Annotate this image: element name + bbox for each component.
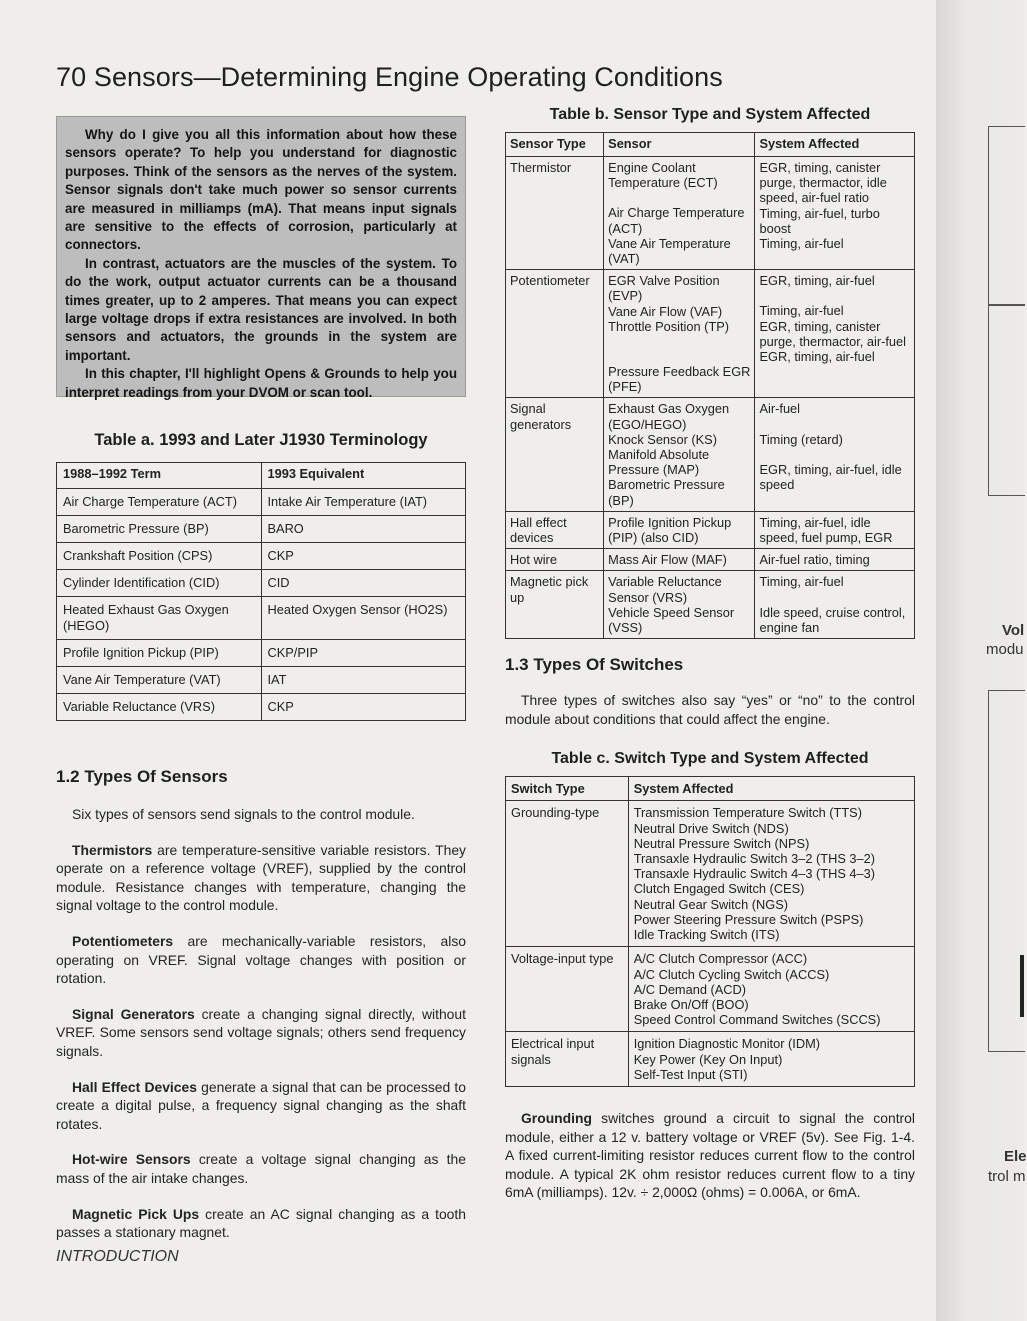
section-body (505, 691, 915, 728)
cell: Barometric Pressure (BP) (57, 516, 262, 543)
system-affected: EGR, timing, canister purge, thermactor, idle speed, air-fuel ratio (759, 160, 887, 206)
cell: Heated Exhaust Gas Oxygen (HEGO) (57, 597, 262, 640)
term: Grounding (521, 1109, 592, 1126)
sensor-name: EGR Valve Position (EVP) (608, 273, 720, 304)
spacer (759, 590, 910, 605)
section-types-of-switches (505, 655, 915, 728)
right-column (505, 106, 915, 1202)
page-title: 70 Sensors—Determining Engine Operating Conditions (56, 62, 723, 93)
system-cell: Air-fuel ratio, timing (755, 549, 915, 571)
system-cell (755, 157, 915, 270)
table-row (57, 543, 466, 570)
definition: create a voltage signal changing as the mass of the air intake changes. (56, 1151, 466, 1186)
note-paragraph: Why do I give you all this information about how these sensors operate? To help you understand for diagnostic purposes. Think of the sensors as the nerves of the system. Sensor signals don't take much power so sensor currents are measured in milliamps (mA). That means input signals are sensitive to the effects of corrosion, particularly at connectors. (65, 127, 457, 253)
table-c-caption: Table c. Switch Type and System Affected (551, 750, 869, 768)
intro-paragraph: Three types of switches also say “yes” or “no” to the control module about conditions that could affect the engine. (505, 692, 915, 727)
sensor-name: Vehicle Speed Sensor (VSS) (608, 604, 735, 636)
system-cell (755, 398, 915, 511)
system-affected: EGR, timing, canister purge, thermactor, air-fuel (759, 318, 907, 349)
table-row (506, 947, 915, 1032)
grounding-paragraph (505, 1109, 915, 1202)
terminology-table (56, 462, 466, 721)
sensor-type-cell: Hot wire (506, 549, 604, 571)
sensor-name: Exhaust Gas Oxygen (EGO/HEGO) (608, 401, 730, 432)
sensor-cell (604, 157, 755, 270)
cell: IAT (261, 667, 466, 694)
cell: CKP (261, 694, 466, 721)
column-header: Sensor Type (506, 133, 604, 157)
table-row (57, 597, 466, 640)
switch-name: Neutral Gear Switch (NGS) (633, 896, 788, 912)
table-row (57, 694, 466, 721)
section-heading: 1.2 Types Of Sensors (56, 767, 228, 786)
section-heading: 1.3 Types Of Switches (505, 655, 684, 675)
sensor-name: Engine Coolant Temperature (ECT) (608, 160, 718, 191)
sensor-name: Air Charge Temperature (ACT) (608, 205, 745, 236)
switch-name: Self-Test Input (STI) (633, 1066, 748, 1082)
system-affected: EGR, timing, air-fuel (759, 349, 875, 365)
table-row (506, 1032, 915, 1087)
cell: CKP/PIP (261, 640, 466, 667)
spacer (608, 190, 750, 205)
system-affected: Timing, air-fuel (759, 303, 844, 319)
term: Hot-wire Sensors (72, 1151, 191, 1168)
system-cell (628, 947, 914, 1032)
sensor-name: Vane Air Temperature (VAT) (608, 235, 731, 267)
cell: CKP (261, 543, 466, 570)
facing-page-edge (936, 0, 1027, 1321)
system-cell (628, 801, 914, 947)
switch-name: A/C Clutch Compressor (ACC) (633, 951, 808, 967)
system-cell (755, 270, 915, 398)
system-affected: Timing, air-fuel (759, 574, 844, 590)
cell: Cylinder Identification (CID) (57, 570, 262, 597)
note-text: to help you interpret readings from your DVOM or scan tool. (65, 366, 457, 400)
table-row (506, 571, 915, 639)
table-row (57, 570, 466, 597)
cell: Crankshaft Position (CPS) (57, 543, 262, 570)
table-row (506, 549, 915, 571)
switch-name: Idle Tracking Switch (ITS) (633, 927, 780, 943)
table-b-caption: Table b. Sensor Type and System Affected (549, 106, 871, 123)
table-header-row (506, 777, 915, 801)
sensor-name: Barometric Pressure (BP) (608, 477, 725, 508)
switch-type-cell: Grounding-type (506, 801, 629, 947)
switch-name: Power Steering Pressure Switch (PSPS) (633, 911, 864, 927)
definition: generate a signal that can be processed to create a digital pulse, a frequency signal changing as the shaft rotates. (56, 1078, 466, 1132)
table-b (505, 106, 915, 639)
cell: CID (261, 570, 466, 597)
system-affected: EGR, timing, air-fuel, idle speed (759, 461, 902, 493)
definition: switches ground a circuit to signal the control module, either a 12 v. battery voltage or VREF (5v). See Fig. 1-4. A fixed current-limiting resistor reduces current flow to the control module. A typical 2K ohm resistor reduces current flow to a tiny 6mA (milliamps). 12v. ÷ 2,000Ω (ohms) = 0.006A, or 6mA. (505, 1109, 915, 1201)
facing-figure-frame (988, 304, 1025, 496)
system-affected: Timing (retard) (759, 431, 843, 447)
system-affected: Timing, air-fuel (759, 236, 844, 252)
table-row (506, 398, 915, 511)
table-c (505, 750, 915, 1086)
cell: Vane Air Temperature (VAT) (57, 667, 262, 694)
cell: Variable Reluctance (VRS) (57, 694, 262, 721)
column-header: Sensor (604, 133, 755, 157)
sensor-type-cell: Magnetic pick up (506, 571, 604, 639)
table-row (506, 511, 915, 548)
column-header: System Affected (755, 133, 915, 157)
section-body (56, 805, 466, 1242)
switch-name: Speed Control Command Switches (SCCS) (633, 1012, 881, 1028)
system-cell (628, 1032, 914, 1087)
table-row (57, 516, 466, 543)
sensor-cell: Profile Ignition Pickup (PIP) (also CID) (604, 511, 755, 548)
switch-name: Key Power (Key On Input) (633, 1051, 783, 1067)
table-row (57, 640, 466, 667)
intro-paragraph: Six types of sensors send signals to the control module. (72, 806, 415, 822)
left-column (56, 116, 466, 1266)
author-note-box (56, 116, 466, 400)
switch-type-cell: Electrical input signals (506, 1032, 629, 1087)
sensor-type-cell: Potentiometer (506, 270, 604, 398)
section-types-of-sensors (56, 767, 466, 1266)
sensor-name: Pressure Feedback EGR (PFE) (608, 364, 751, 395)
table-row (506, 801, 915, 947)
system-affected: Timing, air-fuel, turbo boost (759, 205, 880, 236)
switch-name: Transaxle Hydraulic Switch 3–2 (THS 3–2) (633, 851, 876, 867)
running-footer: INTRODUCTION (56, 1247, 179, 1265)
opens-grounds-emphasis: Opens & Grounds (264, 366, 381, 382)
table-row (506, 157, 915, 270)
facing-figure-frame (988, 126, 1025, 306)
facing-heading-fragment: Ele (1004, 1148, 1027, 1165)
table-row (57, 667, 466, 694)
switch-name: Transmission Temperature Switch (TTS) (633, 805, 862, 821)
term: Thermistors (72, 841, 153, 858)
switch-name: A/C Clutch Cycling Switch (ACCS) (633, 966, 830, 982)
cell: BARO (261, 516, 466, 543)
sensor-type-table (505, 132, 915, 639)
facing-caption-fragment: trol m (988, 1168, 1026, 1185)
note-paragraph: In contrast, actuators are the muscles of the system. To do the work, output actuator currents can be a thousand times greater, up to 2 amperes. That means you can expect large voltage drops if extra resistances are involved. In both sensors and actuators, the grounds in the system are important. (65, 255, 457, 363)
spacer (608, 334, 750, 364)
sensor-type-cell: Hall effect devices (506, 511, 604, 548)
definition: are mechanically-variable resistors, also operating on VREF. Signal voltage changes with position or rotation. (56, 932, 466, 987)
term: Potentiometers (72, 932, 174, 949)
spacer (759, 417, 910, 432)
table-a-caption: Table a. 1993 and Later J1930 Terminology (94, 431, 428, 449)
cell: Heated Oxygen Sensor (HO2S) (261, 597, 466, 640)
switch-name: Neutral Pressure Switch (NPS) (633, 835, 810, 851)
column-header: Switch Type (506, 777, 629, 801)
system-affected: EGR, timing, air-fuel (759, 273, 875, 289)
switch-name: Ignition Diagnostic Monitor (IDM) (633, 1036, 821, 1052)
sensor-name: Throttle Position (TP) (608, 318, 730, 334)
sensor-type-cell: Signal generators (506, 398, 604, 511)
switch-name: Transaxle Hydraulic Switch 4–3 (THS 4–3) (633, 866, 876, 882)
switch-name: Neutral Drive Switch (NDS) (633, 820, 789, 836)
system-cell (755, 571, 915, 639)
definition: are temperature-sensitive variable resistors. They operate on a reference voltage (VREF), supplied by the control module. Resistance changes with temperature, changing the signal voltage to the control module. (56, 841, 466, 914)
note-paragraph (65, 365, 457, 402)
column-header: 1993 Equivalent (261, 463, 466, 489)
definition: create a changing signal directly, without VREF. Some sensors send voltage signals; others send frequency signals. (56, 1005, 466, 1059)
column-header: System Affected (628, 777, 914, 801)
sensor-name: Knock Sensor (KS) (608, 431, 717, 447)
grounding-paragraph-block (505, 1109, 915, 1202)
column-header: 1988–1992 Term (57, 463, 262, 489)
sensor-paragraph (56, 841, 466, 915)
sensor-cell (604, 398, 755, 511)
sensor-cell: Mass Air Flow (MAF) (604, 549, 755, 571)
sensor-cell (604, 571, 755, 639)
table-row (506, 270, 915, 398)
sensor-name: Variable Reluctance Sensor (VRS) (608, 574, 722, 605)
table-a (56, 431, 466, 721)
term: Signal Generators (72, 1005, 195, 1022)
table-row (57, 489, 466, 516)
term: Magnetic Pick Ups (72, 1205, 200, 1222)
cell: Intake Air Temperature (IAT) (261, 489, 466, 516)
facing-figure-mark (1020, 955, 1024, 1017)
definition: create an AC signal changing as a tooth passes a stationary magnet. (56, 1205, 466, 1241)
sensor-name: Manifold Absolute Pressure (MAP) (608, 447, 710, 478)
spacer (759, 447, 910, 462)
sensor-paragraph (56, 932, 466, 988)
sensor-cell (604, 270, 755, 398)
table-header-row (506, 133, 915, 157)
system-cell: Timing, air-fuel, idle speed, fuel pump, EGR (755, 511, 915, 548)
switch-type-cell: Voltage-input type (506, 947, 629, 1032)
table-header-row (57, 463, 466, 489)
sensor-paragraph (56, 1150, 466, 1187)
facing-heading-fragment: Vol (1002, 622, 1025, 639)
sensor-paragraph (56, 1078, 466, 1134)
term: Hall Effect Devices (72, 1078, 197, 1095)
system-affected: Air-fuel (759, 401, 801, 417)
switch-type-table (505, 776, 915, 1086)
system-affected: Idle speed, cruise control, engine fan (759, 604, 906, 635)
switch-name: A/C Demand (ACD) (633, 981, 747, 997)
sensor-name: Vane Air Flow (VAF) (608, 303, 723, 319)
switch-name: Clutch Engaged Switch (CES) (633, 881, 805, 897)
sensor-paragraph (56, 1205, 466, 1242)
facing-caption-fragment: modu (986, 641, 1024, 658)
switch-name: Brake On/Off (BOO) (633, 996, 749, 1012)
cell: Air Charge Temperature (ACT) (57, 489, 262, 516)
sensor-type-cell: Thermistor (506, 157, 604, 270)
note-text: In this chapter, I'll highlight (85, 366, 265, 382)
spacer (759, 288, 910, 303)
sensor-paragraph (56, 1005, 466, 1061)
cell: Profile Ignition Pickup (PIP) (57, 640, 262, 667)
